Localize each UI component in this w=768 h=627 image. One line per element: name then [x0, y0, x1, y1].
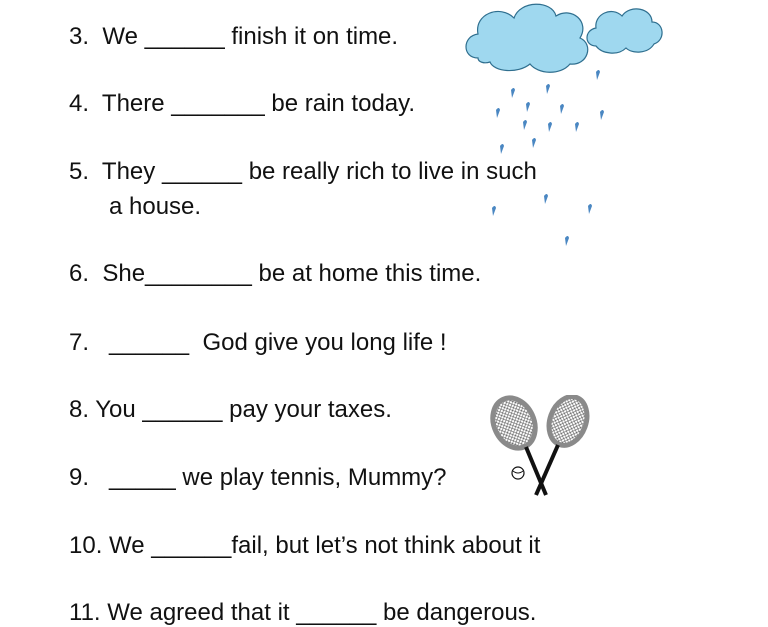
exercise-item-10: 10. We ______fail, but let’s not think about it [69, 532, 541, 559]
exercise-item-4: 4. There _______ be rain today. [69, 90, 416, 117]
exercise-item-9: 9. _____ we play tennis, Mummy? [69, 464, 447, 491]
raindrops [492, 70, 604, 246]
exercise-item-8: 8. You ______ pay your taxes. [69, 396, 392, 423]
exercise-item-6: 6. She________ be at home this time. [69, 260, 482, 287]
tennis-ball-icon [512, 467, 524, 479]
cloud-small [587, 9, 662, 53]
rain-clouds-icon [460, 0, 670, 255]
tennis-rackets-icon [486, 395, 606, 505]
racket-right [536, 395, 593, 495]
racket-left [486, 395, 546, 495]
exercise-item-7: 7. ______ God give you long life ! [69, 329, 447, 356]
exercise-item-11: 11. We agreed that it ______ be dangerous. [69, 599, 537, 626]
exercise-item-5-continued: a house. [109, 193, 202, 220]
cloud-large [466, 4, 588, 72]
exercise-item-3: 3. We ______ finish it on time. [69, 23, 399, 50]
exercise-item-5: 5. They ______ be really rich to live in such [69, 158, 537, 185]
